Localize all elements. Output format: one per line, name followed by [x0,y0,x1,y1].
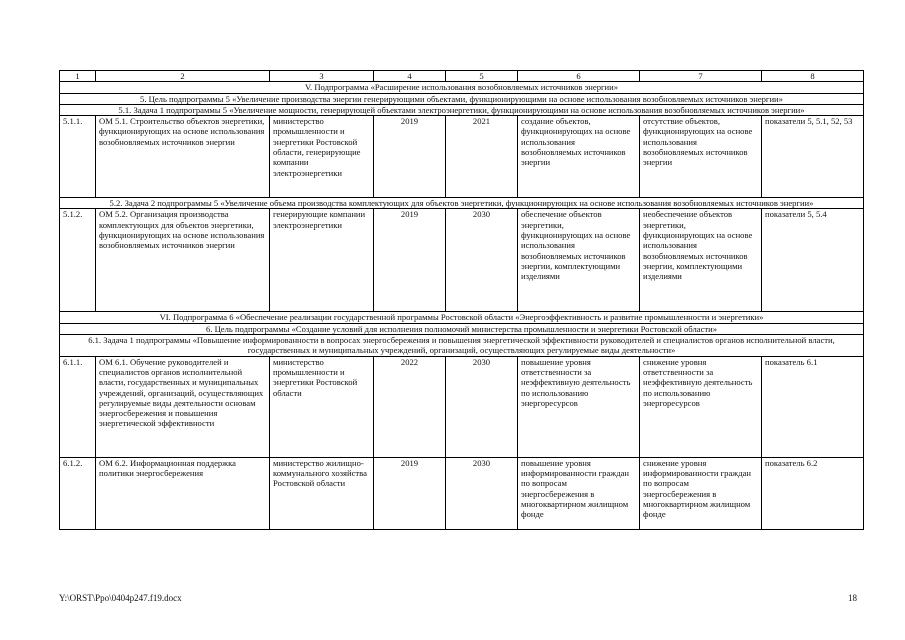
goal-5-title: 5. Цель подпрограммы 5 «Увеличение производства энергии генерирующими объектами, функционирующими на основе использования возобновляемых источников энергии» [60,93,864,104]
expected-result: создание объектов, функционирующих на основе использования возобновляемых источников энергии [518,116,640,198]
task-5-1-title: 5.1. Задача 1 подпрограммы 5 «Увеличение мощности, генерирующей объектами электроэнергетики, функционирующими на основе использования возобновляемых источников энергии» [60,104,864,115]
page-number: 18 [848,593,857,603]
measure-name: ОМ 6.2. Информационная поддержка политики энергосбережения [96,457,270,529]
row-number: 5.1.2. [60,209,96,312]
non-implementation-consequence: снижение уровня ответственности за неэффективную деятельность по использованию энергоресурсов [640,356,762,457]
expected-result: повышение уровня ответственности за неэффективную деятельность по использованию энергоресурсов [518,356,640,457]
expected-result: повышение уровня информированности граждан по вопросам энергосбережения в многоквартирном жилищном фонде [518,457,640,529]
end-year: 2030 [446,356,518,457]
related-indicators: показатель 6.1 [762,356,864,457]
executor: генерирующие компании электроэнергетики [270,209,374,312]
header-cell: 3 [270,71,374,82]
table-row [60,116,864,198]
row-number: 6.1.1. [60,356,96,457]
measures-table [59,70,864,530]
start-year: 2019 [374,457,446,529]
table-row [60,209,864,312]
header-cell: 1 [60,71,96,82]
non-implementation-consequence: необеспечение объектов энергетики, функционирующих на основе использования возобновляемых источников энергии, комплектующими изделиями [640,209,762,312]
task-5-2-title: 5.2. Задача 2 подпрограммы 5 «Увеличение объема производства комплектующих для объектов энергетики, функционирующих на основе использования возобновляемых источников энергии» [60,198,864,209]
end-year: 2030 [446,457,518,529]
header-cell: 6 [518,71,640,82]
subprogram-6-title: VI. Подпрограмма 6 «Обеспечение реализации государственной программы Ростовской области «Энергоэффективность и развитие промышленности и энергетики» [60,312,864,323]
executor: министерство промышленности и энергетики Ростовской области [270,356,374,457]
expected-result: обеспечение объектов энергетики, функционирующих на основе использования возобновляемых источников энергии, комплектующими изделиями [518,209,640,312]
start-year: 2019 [374,209,446,312]
header-row [60,71,864,82]
header-cell: 4 [374,71,446,82]
section-row [60,198,864,209]
section-row [60,323,864,334]
measure-name: ОМ 6.1. Обучение руководителей и специалистов органов исполнительной власти, государственных и муниципальных учреждений, организаций, осуществляющих регулируемые виды деятельности основам энергосбережения и повышения энергетической эффективности [96,356,270,457]
table-row [60,457,864,529]
end-year: 2030 [446,209,518,312]
measure-name: ОМ 5.1. Строительство объектов энергетики, функционирующих на основе использования возобновляемых источников энергии [96,116,270,198]
table-row [60,356,864,457]
start-year: 2022 [374,356,446,457]
non-implementation-consequence: отсутствие объектов, функционирующих на основе использования возобновляемых источников энергии [640,116,762,198]
task-6-1-title: 6.1. Задача 1 подпрограммы «Повышение информированности в вопросах энергосбережения и повышения энергетической эффективности руководителей и специалистов органов исполнительной власти, государственных и муниципальных учреждений, организаций, осуществляющих регулируемые виды деятельности» [60,335,864,357]
subprogram-5-title: V. Подпрограмма «Расширение использования возобновляемых источников энергии» [60,82,864,93]
end-year: 2021 [446,116,518,198]
section-row [60,82,864,93]
header-cell: 7 [640,71,762,82]
related-indicators: показатели 5, 5.4 [762,209,864,312]
section-row [60,104,864,115]
document-path: Y:\ORST\Ppo\0404p247.f19.docx [59,593,182,603]
section-row [60,335,864,357]
non-implementation-consequence: снижение уровня информированности граждан по вопросам энергосбережения в многоквартирном жилищном фонде [640,457,762,529]
goal-6-title: 6. Цель подпрограммы «Создание условий для исполнения полномочий министерства промышленности и энергетики Ростовской области» [60,323,864,334]
executor: министерство жилищно-коммунального хозяйства Ростовской области [270,457,374,529]
header-cell: 8 [762,71,864,82]
header-cell: 2 [96,71,270,82]
section-row [60,312,864,323]
measure-name: ОМ 5.2. Организация производства комплектующих для объектов энергетики, функционирующих на основе использования возобновляемых источников энергии [96,209,270,312]
row-number: 5.1.1. [60,116,96,198]
row-number: 6.1.2. [60,457,96,529]
header-cell: 5 [446,71,518,82]
section-row [60,93,864,104]
related-indicators: показатели 5, 5.1, 52, 53 [762,116,864,198]
start-year: 2019 [374,116,446,198]
executor: министерство промышленности и энергетики Ростовской области, генерирующие компании электроэнергетики [270,116,374,198]
related-indicators: показатель 6.2 [762,457,864,529]
